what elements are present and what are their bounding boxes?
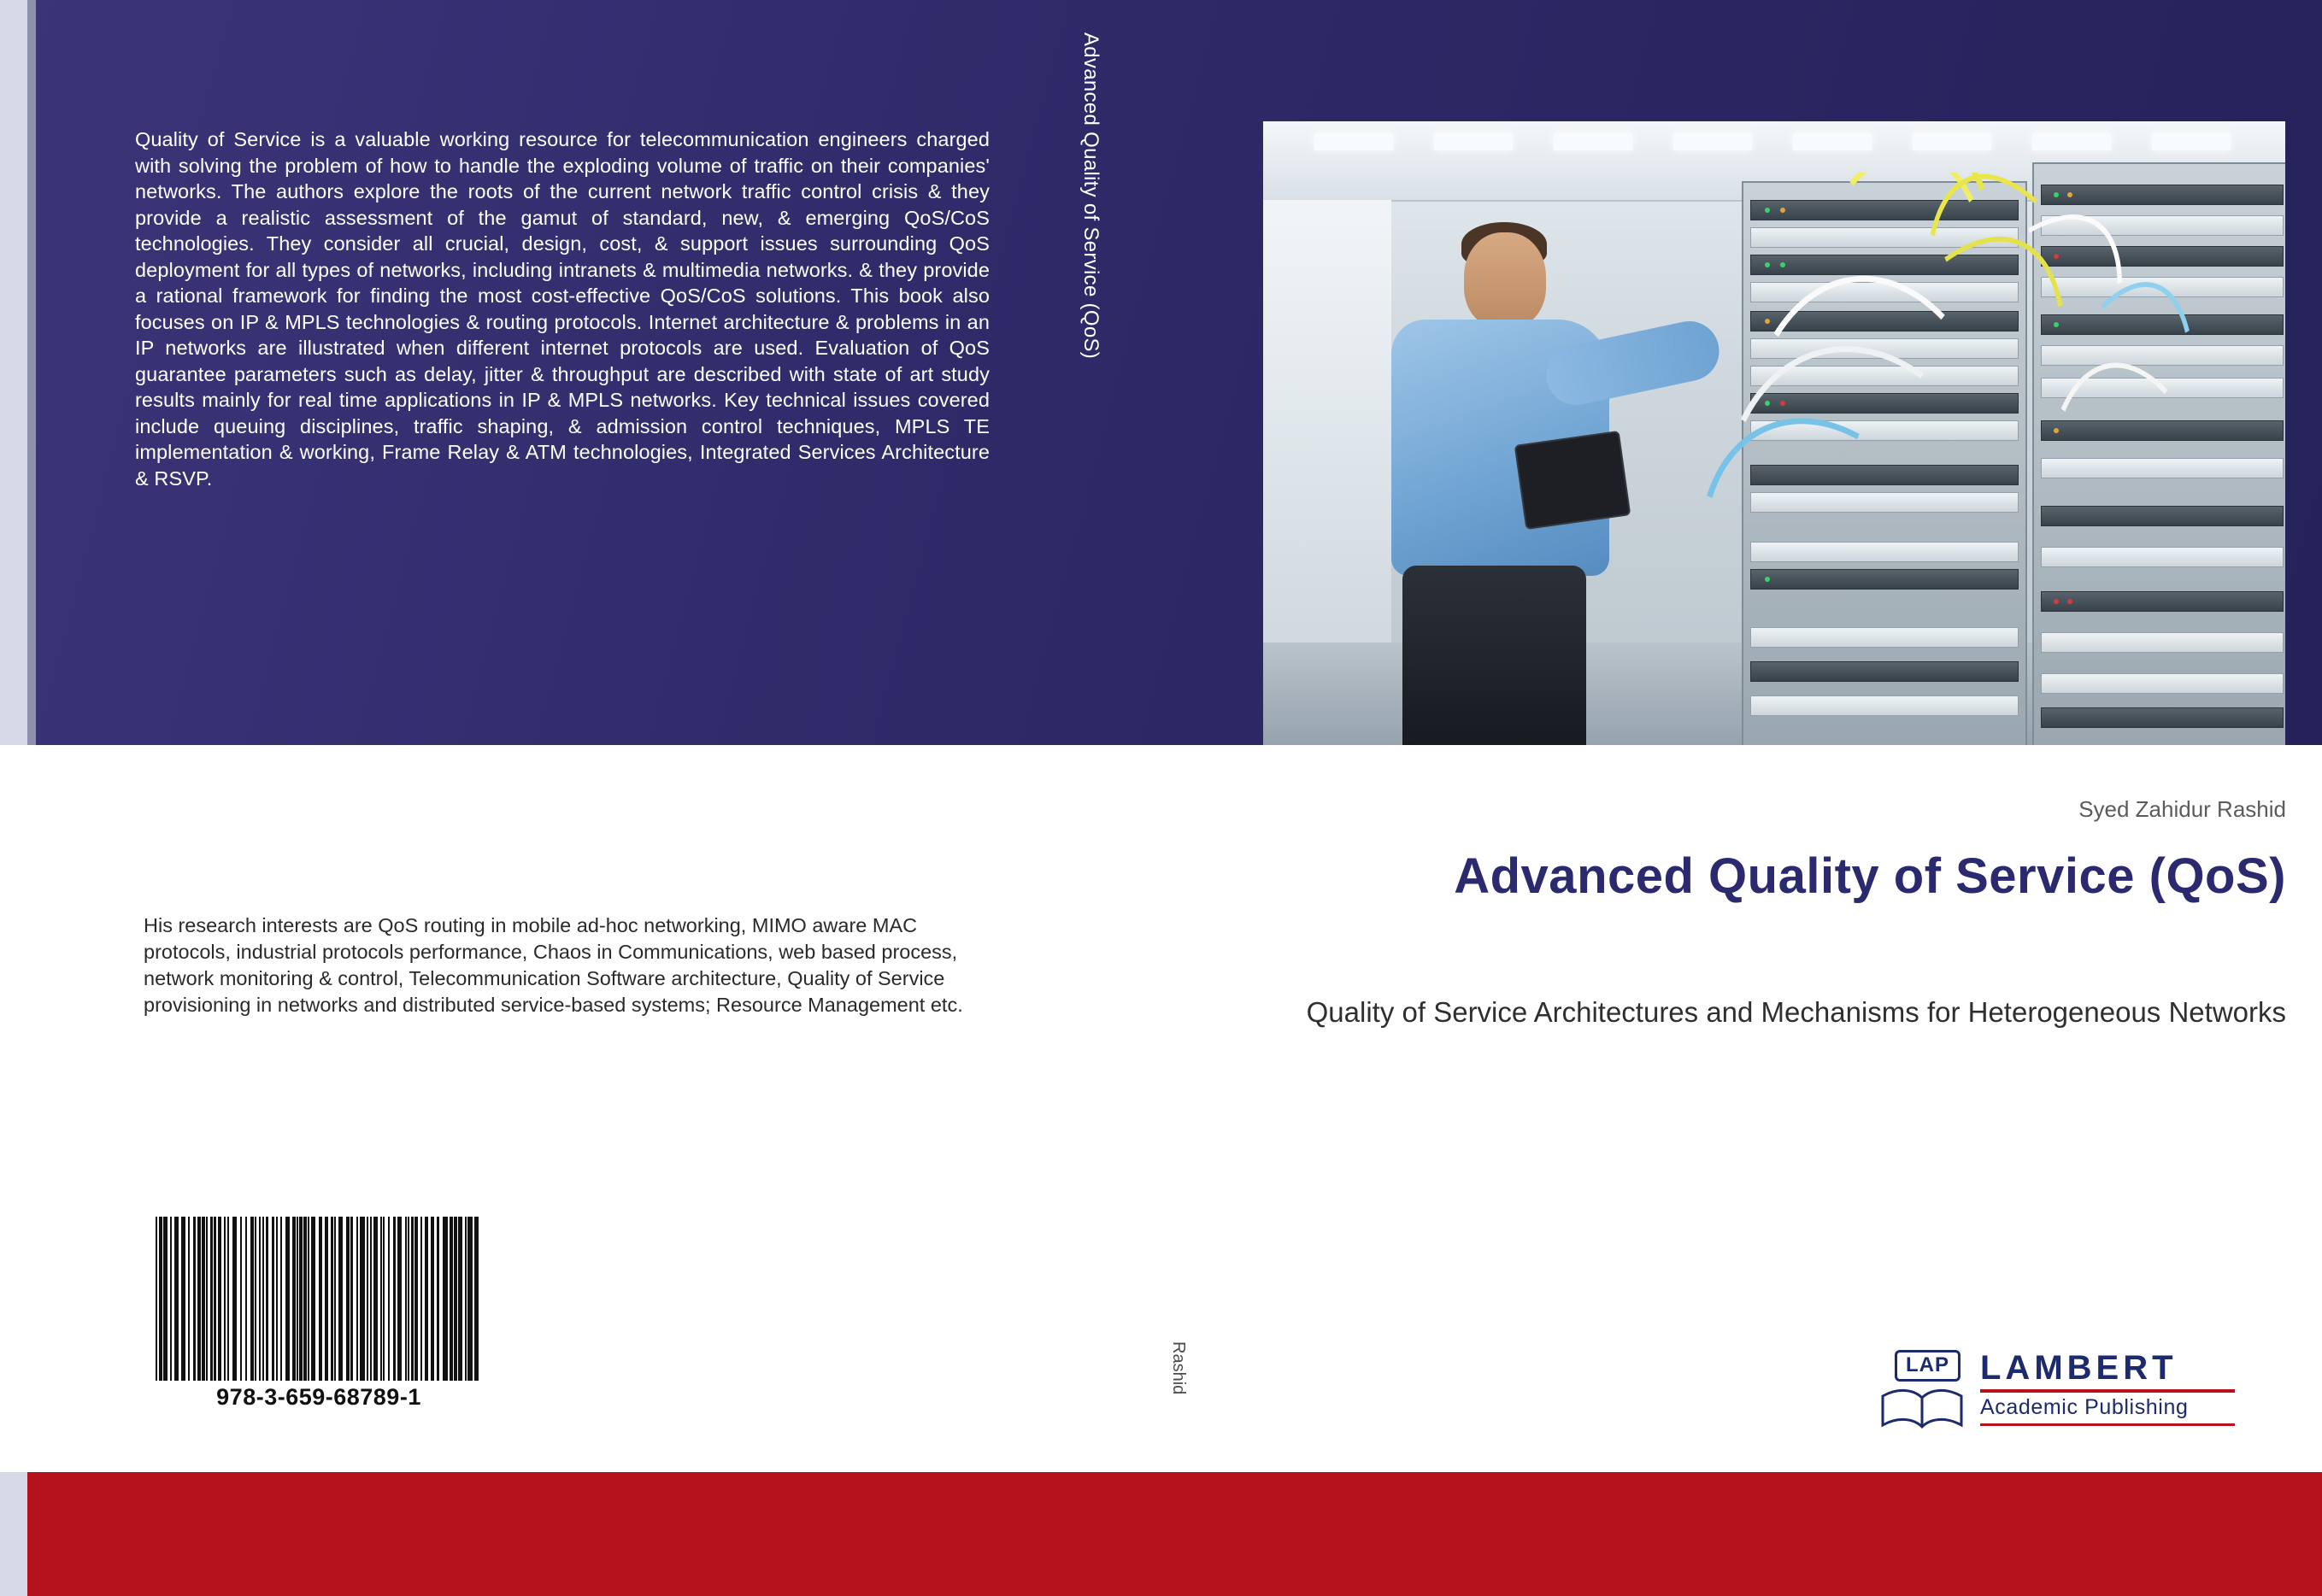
isbn-barcode xyxy=(152,1217,485,1429)
technician-tablet xyxy=(1514,431,1631,530)
technician-head xyxy=(1464,232,1546,328)
spine-author: Rashid xyxy=(1169,1341,1188,1395)
technician-trousers xyxy=(1402,566,1586,745)
author-bio: His research interests are QoS routing in mobile ad-hoc networking, MIMO aware MAC protocols, industrial protocols performance, Chaos in Communications, web based process, network monitoring & control, Telecommunication Software architecture, Quality of Service provisioning in networks and distributed service-based systems; Resource Management etc. xyxy=(144,914,963,1016)
isbn-number: 978-3-659-68789-1 xyxy=(216,1384,421,1410)
publisher-logo xyxy=(1876,1343,2235,1446)
open-book-icon xyxy=(1879,1384,1965,1430)
photo-cable-bundle xyxy=(1690,173,2285,745)
publisher-tagline: Academic Publishing xyxy=(1980,1395,2189,1419)
front-cover-title: Advanced Quality of Service (QoS) xyxy=(1454,848,2286,904)
publisher-name: LAMBERT xyxy=(1980,1349,2178,1387)
cover-photo-server-room xyxy=(1263,121,2285,745)
lap-badge: LAP xyxy=(1895,1350,1960,1382)
back-cover-blurb: Quality of Service is a valuable working resource for telecommunication engineers charged with solving the problem of how to handle the exploding volume of traffic on their companies' networks. The authors explore the roots of the current network traffic control crisis & they provide a realistic assessment of the gamut of standard, new, & emerging QoS/CoS technologies. They consider all crucial, design, cost, & support issues surrounding QoS deployment for all types of networks, including intranets & multimedia networks. & they provide a rational framework for finding the most cost-effective QoS/CoS solutions. This book also focuses on IP & MPLS technologies & routing protocols. Internet architecture & problems in an IP networks are illustrated when different internet protocols are used. Evaluation of QoS guarantee parameters such as delay, jitter & throughput are described with state of art study results mainly for real time applications in IP & MPLS networks. Key technical issues covered include queuing disciplines, traffic shaping, & admission control techniques, MPLS TE implementation & working, Frame Relay & ATM technologies, Integrated Services Architecture & RSVP. xyxy=(135,128,990,490)
barcode-bars xyxy=(152,1217,485,1381)
front-cover-subtitle: Quality of Service Architectures and Mechanisms for Heterogeneous Networks xyxy=(1306,996,2286,1028)
front-cover-author: Syed Zahidur Rashid xyxy=(2078,796,2286,822)
lap-book-icon xyxy=(1876,1348,1968,1437)
logo-divider-top xyxy=(1980,1389,2235,1393)
bottom-red-band xyxy=(0,1472,2322,1596)
spine-title: Advanced Quality of Service (QoS) xyxy=(1079,32,1102,360)
publisher-name-block xyxy=(1980,1348,2237,1426)
cover-left-edge-shadow xyxy=(27,0,36,745)
logo-divider-bottom xyxy=(1980,1423,2235,1426)
bottom-band-left-edge xyxy=(0,1472,27,1596)
cover-left-edge xyxy=(0,0,27,745)
